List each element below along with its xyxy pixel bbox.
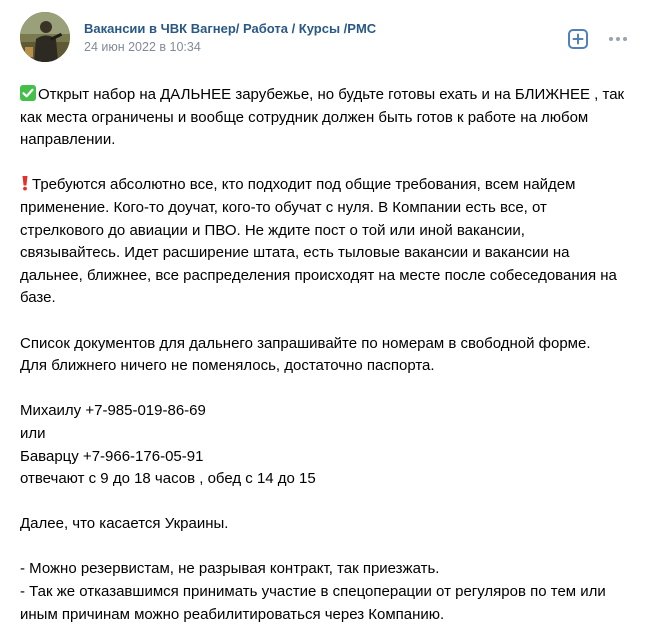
avatar-soldier-photo: [20, 12, 70, 62]
check-mark-button-emoji: [20, 85, 36, 101]
exclamation-mark-emoji: [20, 175, 30, 191]
post-text: [20, 84, 626, 626]
plus-square-icon: [567, 28, 589, 50]
post-line: Далее, что касается Украины.: [20, 515, 229, 533]
post-line: - Так же отказавшимся принимать участие в спецоперации от регуляров по тем или иным причинам можно реабилитироваться через Компанию.: [20, 583, 606, 623]
post-author-link[interactable]: Вакансии в ЧВК Вагнер/ Работа / Курсы /PMC: [84, 21, 377, 36]
post-line: отвечают с 9 до 18 часов , обед с 14 до 15: [20, 470, 316, 488]
contact-line: Михаилу +7-985-019-86-69: [20, 402, 206, 420]
subscribe-button[interactable]: [567, 28, 589, 50]
post-line: - Можно резервистам, не разрывая контракт, так приезжать.: [20, 560, 440, 578]
paragraph-text: Открыт набор на ДАЛЬНЕЕ зарубежье, но будьте готовы ехать и на БЛИЖНЕЕ , так как места ограничены и вообще сотрудник должен быть готов к работе на любом направлении.: [20, 86, 625, 149]
paragraph-text: Требуются абсолютно все, кто подходит под общие требования, всем найдем применение. Кого-то доучат, кого-то обучат с нуля. В Компании есть все, от стрелкового до авиации и ПВО. Не ждите пост о той или иной вакансии, связывайтесь. Идет расширение штата, есть тыловые вакансии и вакансии на дальнее, ближнее, все распределения происходят на месте после собеседования на базе.: [20, 176, 617, 307]
post-paragraph: [20, 174, 626, 310]
post-line: или: [20, 424, 46, 442]
post-more-button[interactable]: [606, 30, 630, 48]
contact-line: Баварцу +7-966-176-05-91: [20, 447, 204, 465]
avatar[interactable]: [20, 12, 70, 62]
post-date[interactable]: 24 июн 2022 в 10:34: [84, 40, 201, 54]
post-paragraph: [20, 84, 626, 152]
more-horizontal-icon: [606, 30, 630, 48]
post-header: [20, 12, 630, 68]
post-line: Для ближнего ничего не поменялось, достаточно паспорта.: [20, 357, 435, 375]
post-line: Список документов для дальнего запрашивайте по номерам в свободной форме.: [20, 334, 591, 352]
